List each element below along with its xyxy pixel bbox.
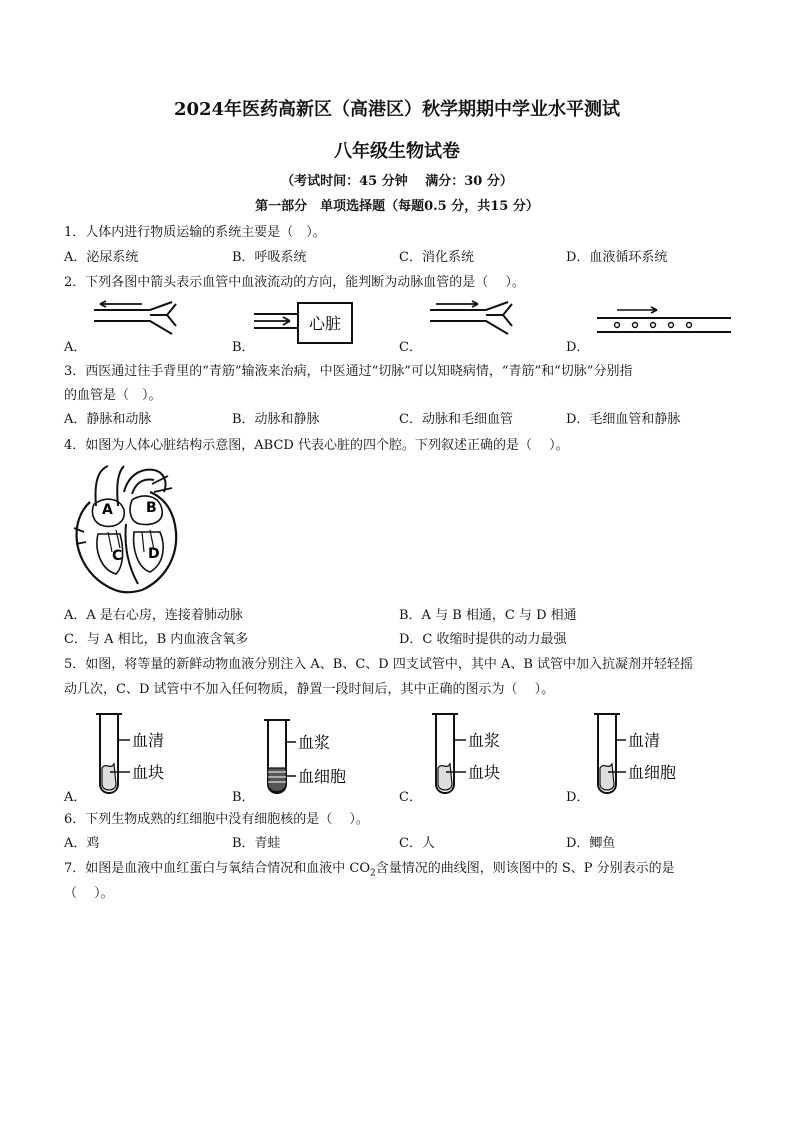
q3-stem-line1: 3．西医通过往手背里的“青筋”输液来治病，中医通过“切脉”可以知晓病情，“青筋”和“切脉”分别指 <box>64 364 633 379</box>
q6-stem: 6．下列生物成熟的红细胞中没有细胞核的是（ ）。 <box>64 812 369 827</box>
q6-option-c: C．人 <box>399 836 435 851</box>
q5-option-d-letter: D． <box>566 790 590 805</box>
q4-option-c: C．与 A 相比，B 内血液含氧多 <box>64 632 249 647</box>
heart-diagram <box>68 462 188 602</box>
q7-stem-line1 <box>64 861 675 882</box>
q4-option-d: D．C 收缩时提供的动力最强 <box>399 632 567 647</box>
chamber-label-c: C <box>112 548 123 564</box>
q2-option-d-letter: D． <box>566 340 590 355</box>
q5-option-c-letter: C． <box>399 790 422 805</box>
q5-option-b-letter: B． <box>232 790 255 805</box>
q2-option-c-letter: C． <box>399 340 422 355</box>
q3-stem-line2: 的血管是（ ）。 <box>64 388 162 403</box>
exam-subtitle: 八年级生物试卷 <box>334 141 460 162</box>
q2-option-b-letter: B． <box>232 340 255 355</box>
q3-option-c: C．动脉和毛细血管 <box>399 412 513 427</box>
tube-c-upper-label: 血浆 <box>468 731 501 750</box>
q4-stem: 4．如图为人体心脏结构示意图，ABCD 代表心脏的四个腔。下列叙述正确的是（ ）。 <box>64 438 569 453</box>
q2-option-a-letter: A． <box>64 340 87 355</box>
q4-option-b: B．A 与 B 相通，C 与 D 相通 <box>399 608 577 623</box>
q1-option-d: D．血液循环系统 <box>566 250 668 265</box>
q2-figure-c <box>428 300 518 340</box>
q1-option-b: B．呼吸系统 <box>232 250 307 265</box>
q1-option-a: A．泌尿系统 <box>64 250 139 265</box>
q7-stem-line2: （ ）。 <box>64 886 114 901</box>
tube-a-lower-label: 血块 <box>132 763 165 782</box>
chamber-label-b: B <box>146 500 157 516</box>
q3-option-b: B．动脉和静脉 <box>232 412 320 427</box>
test-tube-c <box>430 710 540 800</box>
chamber-label-d: D <box>148 546 160 562</box>
tube-c-lower-label: 血块 <box>468 763 501 782</box>
test-tube-a <box>94 710 204 800</box>
test-tube-d <box>592 710 702 800</box>
q1-option-c: C．消化系统 <box>399 250 474 265</box>
heart-label: 心脏 <box>308 314 342 333</box>
q2-figure-a <box>92 300 182 340</box>
q5-stem-line1: 5．如图，将等量的新鲜动物血液分别注入 A、B、C、D 四支试管中，其中 A、B 试管中加入抗凝剂并轻轻摇 <box>64 657 694 672</box>
q6-option-a: A．鸡 <box>64 836 100 851</box>
exam-info: （考试时间：45 分钟 满分：30 分） <box>281 174 513 189</box>
q7-stem-post: 含量情况的曲线图，则该图中的 S、P 分别表示的是 <box>375 861 675 876</box>
q2-stem: 2．下列各图中箭头表示血管中血液流动的方向，能判断为动脉血管的是（ ）。 <box>64 275 525 290</box>
q6-option-b: B．青蛙 <box>232 836 281 851</box>
q2-figure-d <box>595 302 735 342</box>
exam-title: 2024年医药高新区（高港区）秋学期期中学业水平测试 <box>173 99 621 120</box>
tube-b-upper-label: 血浆 <box>298 733 331 752</box>
q1-stem: 1．人体内进行物质运输的系统主要是（ ）。 <box>64 225 326 240</box>
q3-option-d: D．毛细血管和静脉 <box>566 412 681 427</box>
q7-stem-pre: 7．如图是血液中血红蛋白与氧结合情况和血液中 CO <box>64 861 371 876</box>
q5-option-a-letter: A． <box>64 790 87 805</box>
section-heading: 第一部分 单项选择题（每题0.5 分，共15 分） <box>255 199 539 214</box>
q7-stem-subscript: 2 <box>370 868 376 879</box>
tube-d-upper-label: 血清 <box>628 731 661 750</box>
tube-a-upper-label: 血清 <box>132 731 165 750</box>
tube-d-lower-label: 血细胞 <box>628 763 677 782</box>
q4-option-a: A．A 是右心房，连接着肺动脉 <box>64 608 243 623</box>
q2-figure-b <box>250 298 370 348</box>
chamber-label-a: A <box>102 502 113 518</box>
q3-option-a: A．静脉和动脉 <box>64 412 152 427</box>
q6-option-d: D．鲫鱼 <box>566 836 616 851</box>
tube-b-lower-label: 血细胞 <box>298 767 347 786</box>
q5-stem-line2: 动几次，C、D 试管中不加入任何物质，静置一段时间后，其中正确的图示为（ ）。 <box>64 682 555 697</box>
test-tube-b <box>262 710 372 800</box>
